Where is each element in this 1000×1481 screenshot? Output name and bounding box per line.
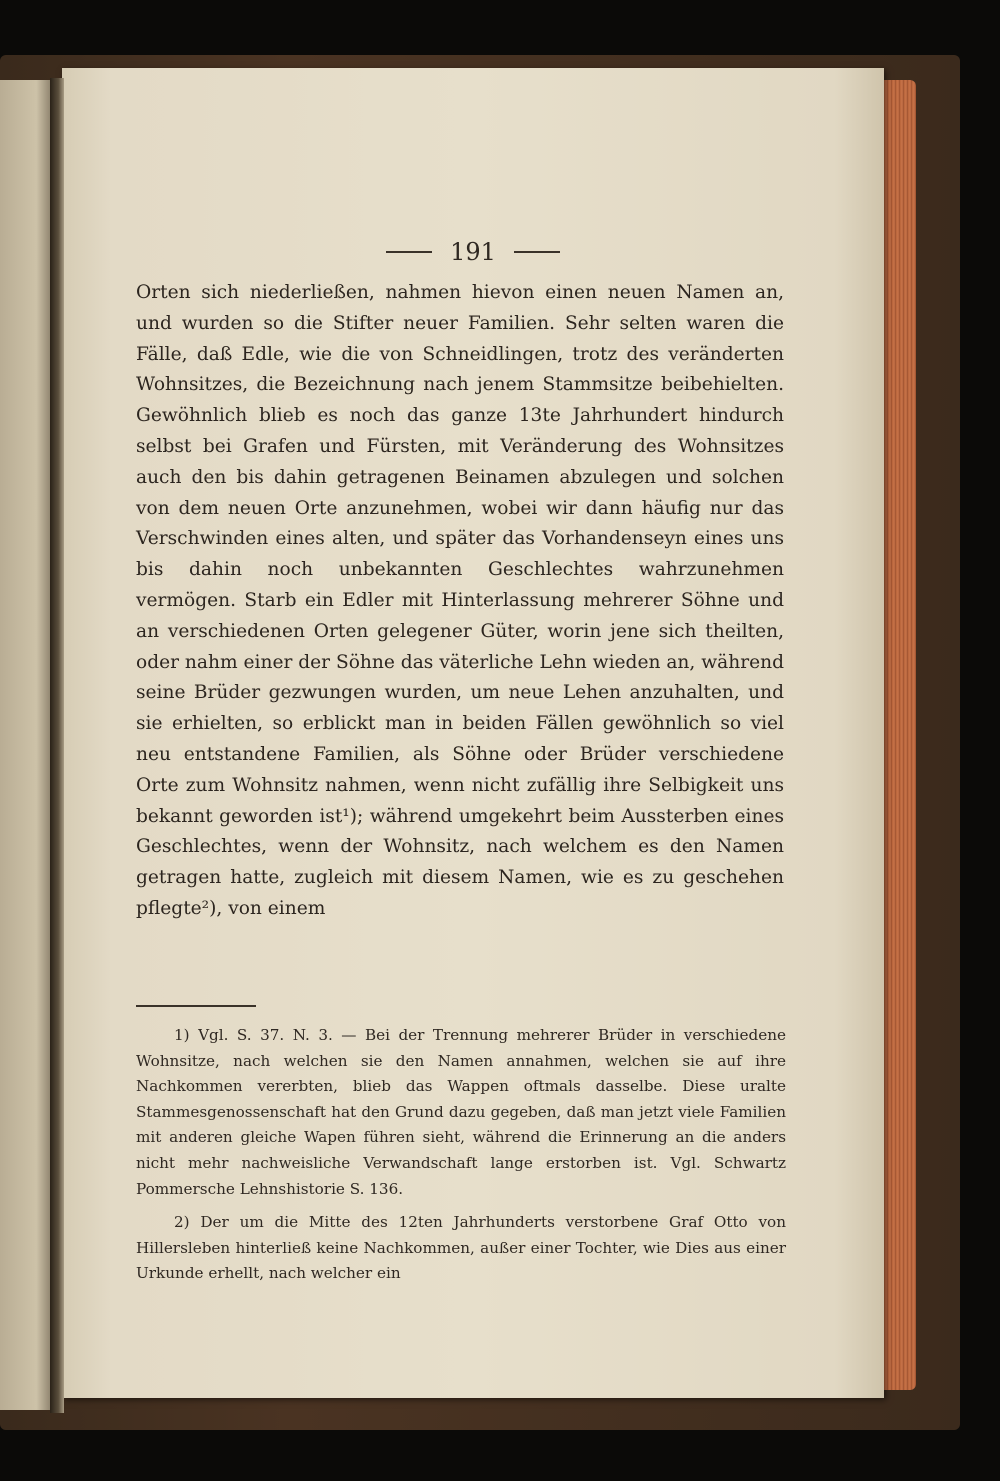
book-gutter xyxy=(50,78,64,1413)
left-page-edge xyxy=(0,80,52,1410)
book-page xyxy=(62,68,884,1398)
header-rule-left xyxy=(386,251,432,253)
page-header xyxy=(62,238,884,266)
page-number: 191 xyxy=(450,238,496,266)
body-text xyxy=(136,278,784,925)
footnotes xyxy=(136,1023,786,1295)
footnote-divider xyxy=(136,1005,256,1007)
footnote-2: 2) Der um die Mitte des 12ten Jahrhunderts verstorbene Graf Otto von Hillersleben hinterließ keine Nachkommen, außer einer Tochter, wie Dies aus einer Urkunde erhellt, nach welcher ein xyxy=(136,1213,786,1283)
footnote-1: 1) Vgl. S. 37. N. 3. — Bei der Trennung mehrerer Brüder in verschiedene Wohnsitze, nach welchen sie den Namen annahmen, welchen sie auf ihre Nachkommen vererbten, blieb das Wappen oftmals dasselbe. Diese uralte Stammesgenossenschaft hat den Grund dazu gegeben, daß man jetzt viele Familien mit anderen gleiche Wapen führen sieht, während die Erinnerung an die anders nicht mehr nachweisliche Verwandschaft lange erstorben ist. Vgl. Schwartz Pommersche Lehnshistorie S. 136. xyxy=(136,1026,786,1198)
body-paragraph: Orten sich niederließen, nahmen hievon einen neuen Namen an, und wurden so die Stifter neuer Familien. Sehr selten waren die Fälle, daß Edle, wie die von Schneidlingen, trotz des veränderten Wohnsitzes, die Bezeichnung nach jenem Stammsitze beibehielten. Gewöhnlich blieb es noch das ganze 13te Jahrhundert hindurch selbst bei Grafen und Fürsten, mit Veränderung des Wohnsitzes auch den bis dahin getragenen Beinamen abzulegen und solchen von dem neuen Orte anzunehmen, wobei wir dann häufig nur das Verschwinden eines alten, und später das Vorhandenseyn eines uns bis dahin noch unbekannten Geschlechtes wahrzunehmen vermögen. Starb ein Edler mit Hinterlassung mehrerer Söhne und an verschiedenen Orten gelegener Güter, worin jene sich theilten, oder nahm einer der Söhne das väterliche Lehn wieden an, während seine Brüder gezwungen wurden, um neue Lehen anzuhalten, und sie erhielten, so erblickt man in beiden Fällen gewöhnlich so viel neu entstandene Familien, als Söhne oder Brüder verschiedene Orte zum Wohnsitz nahmen, wenn nicht zufällig ihre Selbigkeit uns bekannt geworden ist¹); während umgekehrt beim Aussterben eines Geschlechtes, wenn der Wohnsitz, nach welchem es den Namen getragen hatte, zugleich mit diesem Namen, wie es zu geschehen pflegte²), von einem xyxy=(136,282,784,919)
header-rule-right xyxy=(514,251,560,253)
